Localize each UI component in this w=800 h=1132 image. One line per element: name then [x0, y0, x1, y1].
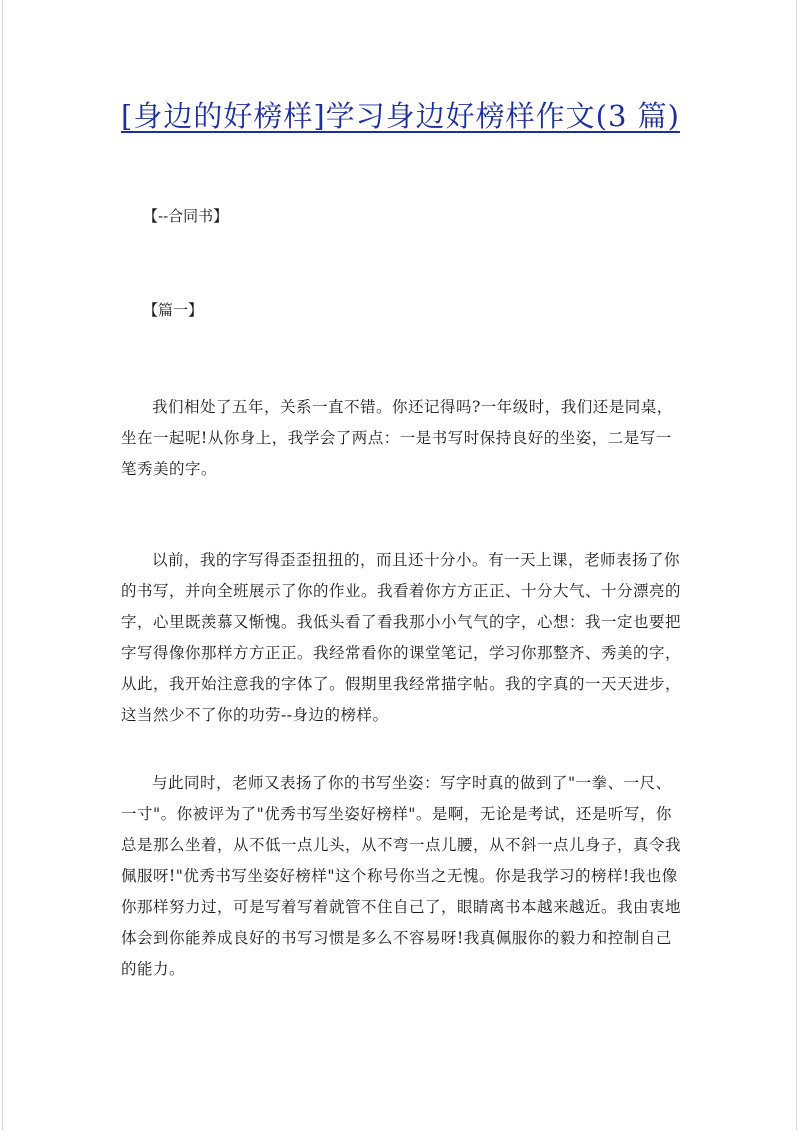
paragraph-line: 以前，我的字写得歪歪扭扭的，而且还十分小。有一天上课，老师表扬了你 — [152, 551, 681, 569]
paragraph-line: 佩服呀!"优秀书写坐姿好榜样"这个称号你当之无愧。你是我学习的榜样!我也像 — [121, 867, 678, 885]
paragraph-line: 从此，我开始注意我的字体了。假期里我经常描字帖。我的字真的一天天进步， — [121, 675, 682, 693]
paragraph-line: 的能力。 — [121, 960, 186, 978]
paragraph-line: 坐在一起呢!从你身上，我学会了两点：一是书写时保持良好的坐姿，二是写一 — [121, 429, 672, 447]
paragraph-line: 体会到你能养成良好的书写习惯是多么不容易呀!我真佩服你的毅力和控制自己 — [121, 929, 672, 947]
paragraph-line: 的书写，并向全班展示了你的作业。我看着你方方正正、十分大气、十分漂亮的 — [121, 582, 682, 600]
paragraph-2 — [121, 545, 687, 731]
paragraph-line: 我们相处了五年，关系一直不错。你还记得吗?一年级时，我们还是同桌， — [152, 398, 673, 416]
paragraph-line: 与此同时，老师又表扬了你的书写坐姿：写字时真的做到了"一拳、一尺、 — [152, 774, 672, 792]
source-label: 【--合同书】 — [143, 207, 229, 225]
section-label: 【篇一】 — [143, 301, 204, 319]
paragraph-line: 总是那么坐着，从不低一点儿头，从不弯一点儿腰，从不斜一点儿身子，真令我 — [121, 836, 682, 854]
document-title-link[interactable]: [身边的好榜样]学习身边好榜样作文(3 篇) — [121, 99, 680, 133]
paragraph-3 — [121, 768, 687, 985]
paragraph-line: 一寸"。你被评为了"优秀书写坐姿好榜样"。是啊，无论是考试，还是听写，你 — [121, 805, 672, 823]
paragraph-line: 字，心里既羡慕又惭愧。我低头看了看我那小小气气的字，心想：我一定也要把 — [121, 613, 682, 631]
paragraph-1 — [121, 392, 687, 485]
paragraph-line: 笔秀美的字。 — [121, 460, 218, 478]
paragraph-line: 你那样努力过，可是写着写着就管不住自己了，眼睛离书本越来越近。我由衷地 — [121, 898, 682, 916]
paragraph-line: 这当然少不了你的功劳--身边的榜样。 — [121, 706, 389, 724]
paragraph-line: 字写得像你那样方方正正。我经常看你的课堂笔记，学习你那整齐、秀美的字， — [121, 644, 682, 662]
